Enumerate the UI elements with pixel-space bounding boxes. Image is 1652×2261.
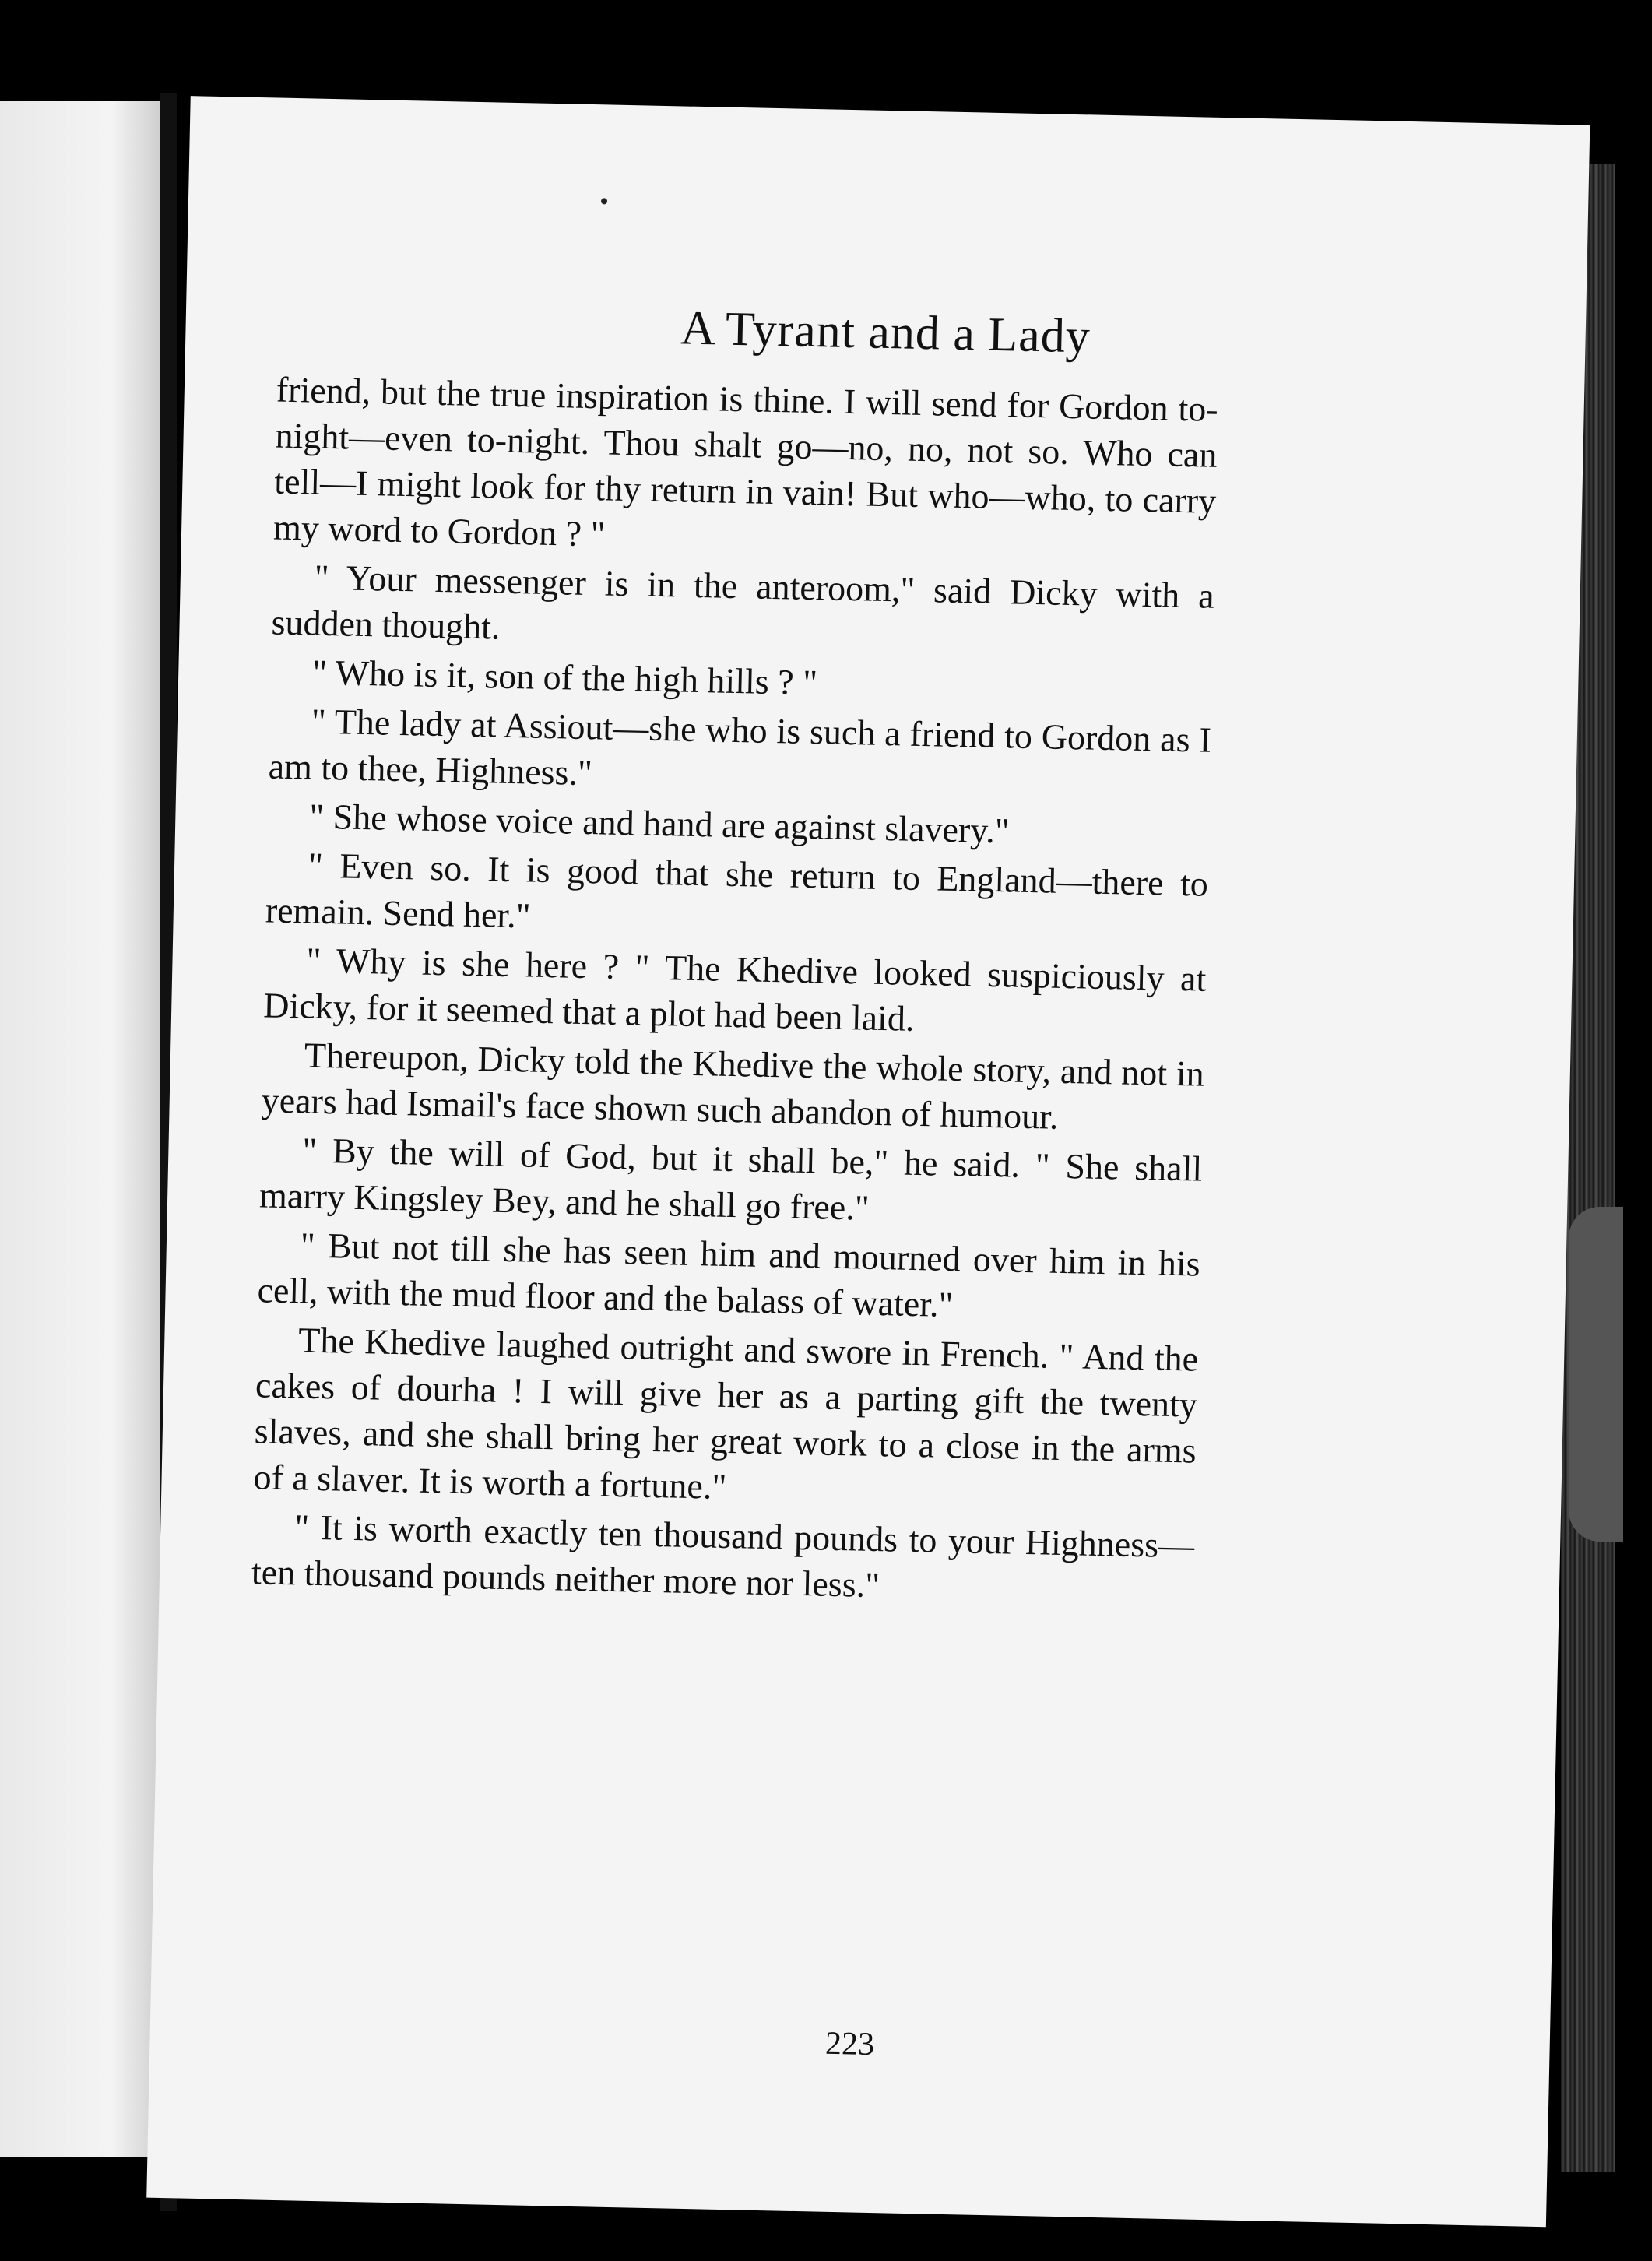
paragraph: " She whose voice and hand are against slavery." <box>308 796 1011 851</box>
facing-page-edge <box>0 101 160 2157</box>
paragraph: " Why is she here ? " The Khedive looked suspiciously at Dicky, for it seemed that a plot had been laid. <box>262 940 1207 1039</box>
paragraph: " But not till she has seen him and mourned over him in his cell, with the mud floor and the balass of water." <box>257 1225 1201 1325</box>
paragraph: " Who is it, son of the high hills ? " <box>311 652 818 703</box>
book-page <box>146 96 1590 2227</box>
paragraph: The Khedive laughed outright and swore in French. " And the cakes of dourha ! I will give her as a parting gift the twenty slaves, and she shall bring her great work to a close in the arms of a slaver. It is worth a fortune." <box>253 1320 1199 1507</box>
running-head: A Tyrant and a Lady <box>680 301 1091 364</box>
paragraph: friend, but the true inspiration is thine. I will send for Gordon to-night—even to-night. Thou shalt go—no, no, not so. Who can tell—I might look for thy return in vain! But who—who, to carry my word to Gordon ? " <box>272 369 1219 554</box>
paragraph: " The lady at Assiout—she who is such a friend to Gordon as I am to thee, Highness." <box>268 701 1212 793</box>
paragraph: " Your messenger is in the anteroom," said Dicky with a sudden thought. <box>271 557 1215 647</box>
page-edge-shadow <box>1569 1207 1623 1542</box>
ink-speck <box>601 198 607 204</box>
page-number: 223 <box>824 2025 875 2063</box>
paragraph: " By the will of God, but it shall be," he said. " She shall marry Kingsley Bey, and he shall go free." <box>258 1130 1203 1228</box>
paragraph: " It is worth exactly ten thousand pounds to your Highness—ten thousand pounds neither more nor less." <box>251 1507 1195 1605</box>
paragraph: Thereupon, Dicky told the Khedive the whole story, and not in years had Ismail's face shown such abandon of humour. <box>261 1035 1205 1137</box>
body-text <box>251 367 1218 1618</box>
paragraph: " Even so. It is good that she return to England—there to remain. Send her." <box>265 845 1209 936</box>
